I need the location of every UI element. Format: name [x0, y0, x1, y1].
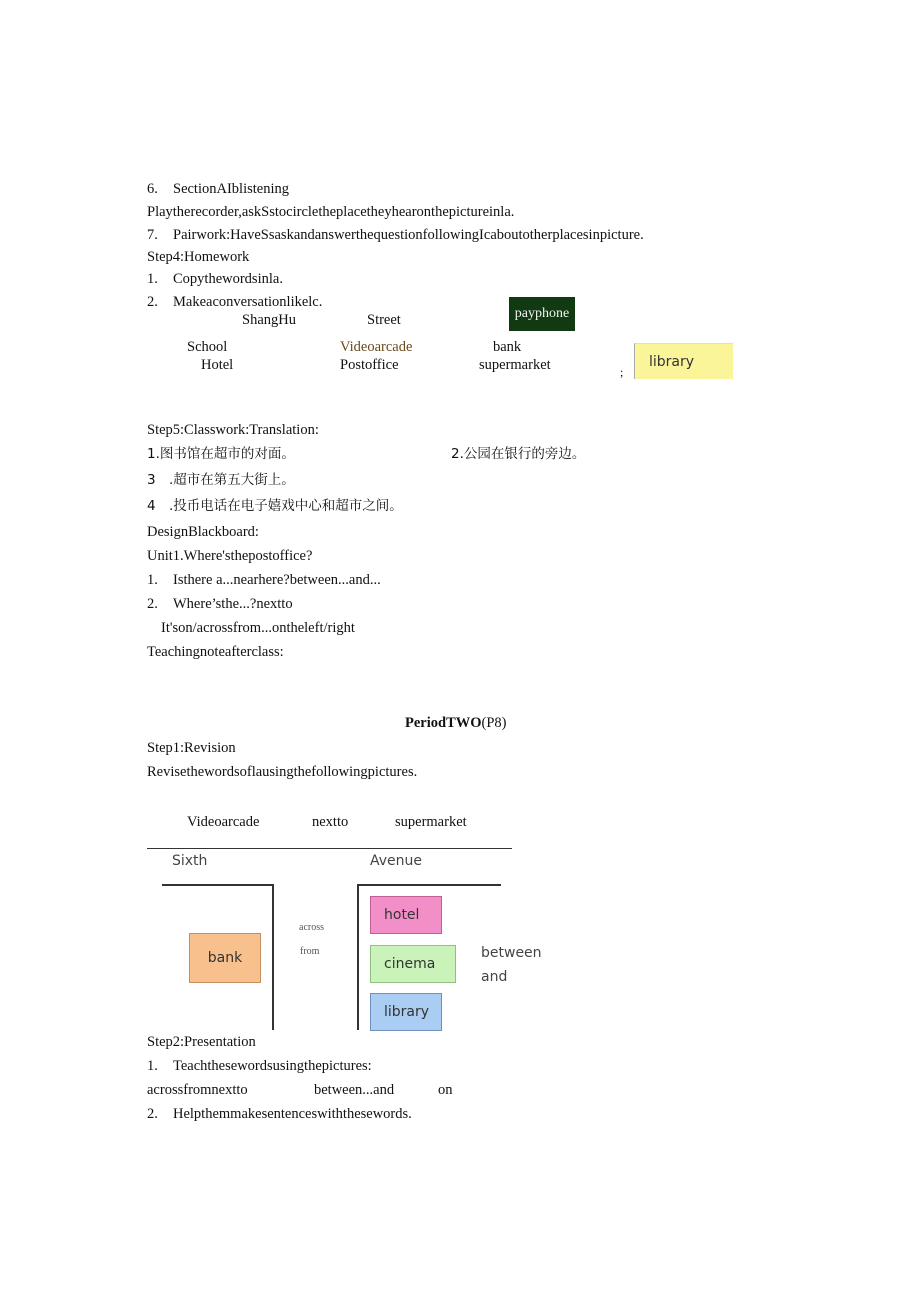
- item-text: Copythewordsinla.: [173, 271, 283, 287]
- item-number: 7.: [147, 227, 158, 243]
- street-top-line: [147, 848, 512, 849]
- map-label-supermarket: supermarket: [395, 814, 467, 830]
- item-text: SectionAIblistening: [173, 181, 289, 197]
- unit-title: Unit1.Where'sthepostoffice?: [147, 548, 313, 564]
- word-shanghu: ShangHu: [242, 312, 296, 328]
- cinema-box: cinema: [370, 945, 456, 983]
- words-across-nextto: acrossfromnextto: [147, 1082, 248, 1098]
- item-text: Teachthesewordsusingthepictures:: [173, 1058, 372, 1074]
- item-text: Makeaconversationlikelc.: [173, 294, 323, 310]
- period-name: PeriodTWO: [405, 715, 482, 731]
- blackboard-3: It'son/acrossfrom...ontheleft/right: [161, 620, 355, 636]
- item-text: .投币电话在电子嬉戏中心和超市之间。: [169, 498, 403, 514]
- right-block-top: [357, 884, 501, 886]
- item-text: Isthere a...nearhere?between...and...: [173, 572, 381, 588]
- and-label: and: [481, 969, 508, 985]
- item-text: Pairwork:HaveSsaskandanswerthequestionfollowingIcaboutotherplacesinpicture.: [173, 227, 644, 243]
- translation-1: 1.图书馆在超市的对面。: [147, 446, 295, 462]
- item-number: 1.: [147, 572, 158, 588]
- item-number: 2.: [147, 1106, 158, 1122]
- teaching-note: Teachingnoteafterclass:: [147, 644, 284, 660]
- item-number: 6.: [147, 181, 158, 197]
- blackboard-heading: DesignBlackboard:: [147, 524, 259, 540]
- period-suffix: (P8): [481, 715, 507, 731]
- item-text: Helpthemmakesentenceswiththesewords.: [173, 1106, 412, 1122]
- play-instruction: Playtherecorder,askSstocircletheplacetheyhearonthepictureinla.: [147, 204, 515, 220]
- map-label-videoarcade: Videoarcade: [187, 814, 260, 830]
- blackboard-1: [147, 571, 381, 589]
- word-postoffice: Postoffice: [340, 357, 399, 373]
- homework-2: [147, 293, 322, 311]
- hotel-box: hotel: [370, 896, 442, 934]
- between-label: between: [481, 945, 542, 961]
- street-name-sixth: Sixth: [172, 853, 208, 869]
- step2-heading: Step2:Presentation: [147, 1034, 256, 1050]
- presentation-2: [147, 1105, 412, 1123]
- period-title: [405, 714, 507, 732]
- translation-2: 2.公园在银行的旁边。: [451, 446, 586, 462]
- word-street: Street: [367, 312, 401, 328]
- street-name-avenue: Avenue: [370, 853, 423, 869]
- item-text: Where’sthe...?nextto: [173, 596, 293, 612]
- bank-box: bank: [189, 933, 261, 983]
- from-label: from: [300, 946, 320, 957]
- item-text: .超市在第五大街上。: [169, 472, 295, 488]
- payphone-card: payphone: [509, 297, 575, 331]
- words-between: between...and: [314, 1082, 395, 1098]
- item-number: 4: [147, 498, 156, 514]
- homework-1: [147, 270, 283, 288]
- right-block-side: [357, 884, 359, 1030]
- translation-3: [147, 471, 295, 489]
- presentation-1: [147, 1057, 372, 1075]
- words-on: on: [438, 1082, 453, 1098]
- translation-4: [147, 497, 403, 515]
- item-6: [147, 180, 289, 198]
- step1-heading: Step1:Revision: [147, 740, 236, 756]
- left-block-side: [272, 884, 274, 1030]
- blackboard-2: [147, 595, 293, 613]
- item-number: 2.: [147, 596, 158, 612]
- word-school: School: [187, 339, 228, 355]
- word-videoarcade: Videoarcade: [340, 339, 413, 355]
- word-bank: bank: [493, 339, 522, 355]
- item-number: 1.: [147, 271, 158, 287]
- word-supermarket: supermarket: [479, 357, 551, 373]
- library-box: library: [370, 993, 442, 1031]
- across-label: across: [299, 922, 324, 933]
- word-hotel: Hotel: [201, 357, 234, 373]
- item-number: 1.: [147, 1058, 158, 1074]
- item-7: [147, 226, 644, 244]
- library-card: library: [634, 343, 733, 379]
- step5-heading: Step5:Classwork:Translation:: [147, 422, 319, 438]
- item-number: 3: [147, 472, 156, 488]
- step1-text: Revisethewordsoflausingthefollowingpictures.: [147, 764, 418, 780]
- item-number: 2.: [147, 294, 158, 310]
- map-label-nextto: nextto: [312, 814, 349, 830]
- semicolon-mark: ;: [620, 365, 624, 379]
- left-block-top: [162, 884, 274, 886]
- step4-heading: Step4:Homework: [147, 249, 250, 265]
